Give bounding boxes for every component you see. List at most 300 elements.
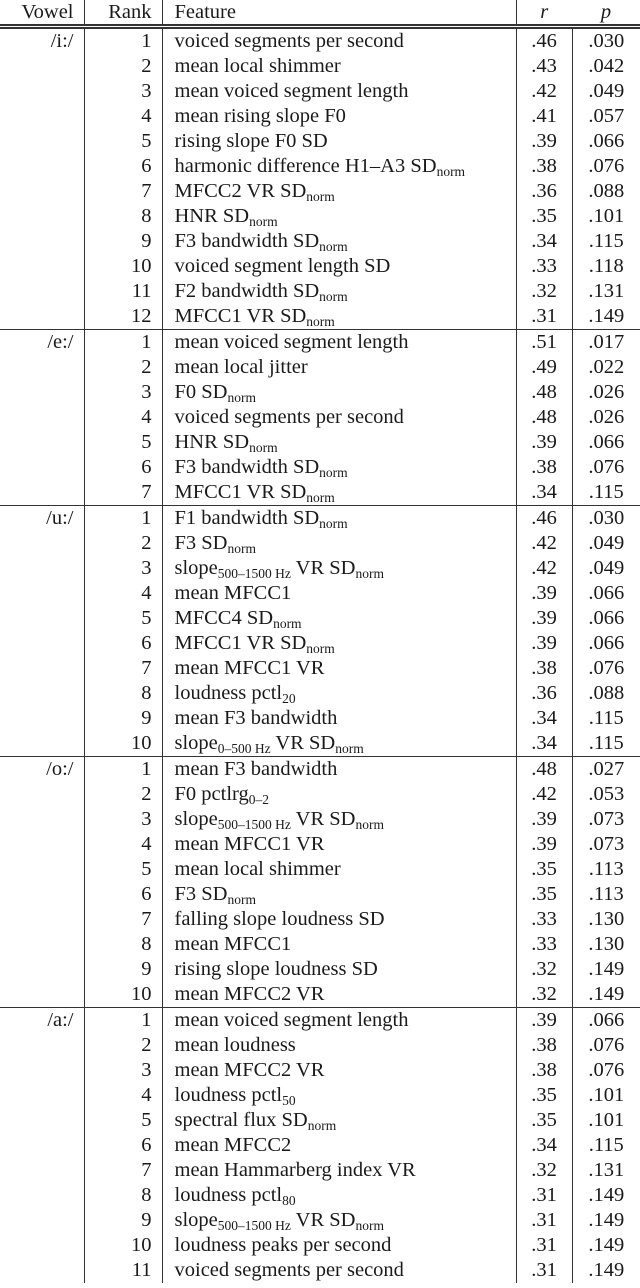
feature-subscript: 500–1500 Hz	[217, 566, 291, 581]
p-cell: .030	[588, 30, 625, 52]
p-cell: .115	[588, 1134, 624, 1156]
feature-subscript: 500–1500 Hz	[217, 1218, 291, 1233]
p-cell: .049	[588, 557, 625, 579]
r-cell: .36	[516, 681, 572, 706]
feature-cell	[162, 757, 516, 783]
vowel-cell: /i:/	[0, 27, 84, 55]
feature-subscript: norm	[307, 1118, 337, 1133]
r-cell: .42	[516, 531, 572, 556]
table-row	[0, 882, 640, 907]
feature-text: slope	[174, 732, 218, 754]
table-row	[0, 27, 640, 55]
feature-subscript-2: norm	[335, 741, 364, 756]
vowel-cell-empty	[0, 254, 84, 279]
feature-cell	[162, 556, 516, 581]
p-cell: .076	[588, 1059, 625, 1081]
r-cell: .32	[516, 1158, 572, 1183]
feature-cell	[162, 1258, 516, 1283]
p-cell: .115	[588, 732, 624, 754]
vowel-cell-empty	[0, 1108, 84, 1133]
vowel-cell-empty	[0, 455, 84, 480]
feature-text: MFCC1 VR SD	[174, 305, 307, 327]
p-cell: .066	[588, 431, 625, 453]
rank-cell: 7	[84, 656, 162, 681]
table-row	[0, 430, 640, 455]
p-cell: .149	[588, 1234, 625, 1256]
vowel-cell-empty	[0, 681, 84, 706]
feature-text: slope	[174, 557, 218, 579]
feature-cell	[162, 581, 516, 606]
rank-cell: 6	[84, 631, 162, 656]
feature-subscript: norm	[249, 440, 278, 455]
r-cell: .46	[516, 27, 572, 55]
feature-text: mean MFCC1 VR	[174, 657, 325, 679]
feature-cell	[162, 957, 516, 982]
p-cell: .101	[588, 1084, 625, 1106]
vowel-cell-empty	[0, 882, 84, 907]
feature-text: F2 bandwidth SD	[174, 280, 320, 302]
rank-cell: 6	[84, 154, 162, 179]
vowel-cell-empty	[0, 907, 84, 932]
vowel-cell-empty	[0, 480, 84, 506]
feature-cell	[162, 455, 516, 480]
table-header	[0, 0, 640, 27]
feature-subscript-2: norm	[355, 1218, 384, 1233]
feature-text: MFCC4 SD	[174, 607, 274, 629]
feature-subscript: norm	[436, 164, 466, 179]
table-row	[0, 681, 640, 706]
rank-cell: 5	[84, 1108, 162, 1133]
table-row	[0, 304, 640, 330]
feature-text: mean local shimmer	[174, 858, 341, 880]
table-row	[0, 757, 640, 783]
p-cell: .073	[588, 808, 625, 830]
r-cell: .38	[516, 154, 572, 179]
table-row	[0, 1233, 640, 1258]
feature-cell	[162, 229, 516, 254]
p-cell: .026	[588, 381, 625, 403]
p-cell: .149	[588, 1209, 625, 1231]
p-cell: .073	[588, 833, 625, 855]
rank-cell: 1	[84, 330, 162, 356]
r-cell: .38	[516, 455, 572, 480]
rank-cell: 4	[84, 581, 162, 606]
r-cell: .38	[516, 1033, 572, 1058]
feature-cell	[162, 731, 516, 757]
vowel-cell-empty	[0, 606, 84, 631]
table-row	[0, 957, 640, 982]
feature-cell	[162, 1158, 516, 1183]
feature-subscript: norm	[319, 289, 348, 304]
vowel-cell-empty	[0, 104, 84, 129]
feature-text: mean MFCC2 VR	[174, 1059, 325, 1081]
feature-subscript-2: norm	[355, 817, 384, 832]
feature-suffix: VR SD	[290, 1209, 356, 1231]
p-cell: .115	[588, 230, 624, 252]
table-row	[0, 1258, 640, 1283]
p-cell: .113	[588, 858, 624, 880]
feature-subscript: norm	[319, 465, 348, 480]
r-cell: .32	[516, 982, 572, 1008]
r-cell: .48	[516, 757, 572, 783]
r-cell: .39	[516, 807, 572, 832]
vowel-cell-empty	[0, 54, 84, 79]
feature-cell	[162, 656, 516, 681]
feature-text: F1 bandwidth SD	[174, 507, 320, 529]
feature-text: mean MFCC1 VR	[174, 833, 325, 855]
vowel-cell-empty	[0, 1033, 84, 1058]
r-cell: .33	[516, 254, 572, 279]
vowel-group	[0, 506, 640, 757]
feature-text: mean local shimmer	[174, 55, 341, 77]
r-cell: .51	[516, 330, 572, 356]
feature-text: HNR SD	[174, 431, 250, 453]
p-cell: .149	[588, 958, 625, 980]
rank-cell: 7	[84, 907, 162, 932]
feature-cell	[162, 54, 516, 79]
table-row	[0, 907, 640, 932]
feature-text: F0 pctlrg	[174, 783, 249, 805]
p-cell: .022	[588, 356, 625, 378]
feature-cell	[162, 1083, 516, 1108]
vowel-cell-empty	[0, 531, 84, 556]
table-row	[0, 1208, 640, 1233]
feature-text: mean voiced segment length	[174, 80, 409, 102]
feature-text: mean local jitter	[174, 356, 308, 378]
r-cell: .42	[516, 782, 572, 807]
p-cell: .066	[588, 632, 625, 654]
feature-subscript: norm	[319, 516, 348, 531]
feature-cell	[162, 606, 516, 631]
r-cell: .35	[516, 882, 572, 907]
feature-text: loudness peaks per second	[174, 1234, 392, 1256]
vowel-cell-empty	[0, 1233, 84, 1258]
p-cell: .066	[588, 1009, 625, 1031]
r-cell: .39	[516, 129, 572, 154]
feature-subscript: 50	[282, 1093, 296, 1108]
feature-cell	[162, 1033, 516, 1058]
vowel-cell-empty	[0, 581, 84, 606]
feature-text: rising slope F0 SD	[174, 130, 328, 152]
rank-cell: 11	[84, 1258, 162, 1283]
table-row	[0, 355, 640, 380]
feature-text: slope	[174, 1209, 218, 1231]
feature-text: F3 bandwidth SD	[174, 456, 320, 478]
feature-cell	[162, 380, 516, 405]
table-row	[0, 807, 640, 832]
rank-cell: 4	[84, 1083, 162, 1108]
table-row	[0, 982, 640, 1008]
vowel-group	[0, 27, 640, 330]
rank-cell: 5	[84, 129, 162, 154]
table-row	[0, 204, 640, 229]
r-cell: .34	[516, 229, 572, 254]
p-cell: .027	[588, 758, 625, 780]
feature-cell	[162, 129, 516, 154]
vowel-cell-empty	[0, 1258, 84, 1283]
rank-cell: 4	[84, 832, 162, 857]
feature-text: voiced segments per second	[174, 406, 404, 428]
feature-subscript-2: norm	[355, 566, 384, 581]
vowel-group	[0, 330, 640, 506]
vowel-cell-empty	[0, 706, 84, 731]
p-cell: .066	[588, 130, 625, 152]
vowel-cell: /u:/	[0, 506, 84, 532]
rank-cell: 3	[84, 1058, 162, 1083]
feature-cell	[162, 204, 516, 229]
vowel-cell-empty	[0, 1133, 84, 1158]
r-cell: .42	[516, 79, 572, 104]
table-row	[0, 1158, 640, 1183]
table-row	[0, 1133, 640, 1158]
p-cell: .131	[588, 280, 625, 302]
rank-cell: 3	[84, 556, 162, 581]
vowel-cell: /e:/	[0, 330, 84, 356]
r-cell: .41	[516, 104, 572, 129]
feature-cell	[162, 882, 516, 907]
vowel-cell-empty	[0, 932, 84, 957]
feature-cell	[162, 782, 516, 807]
feature-cell	[162, 405, 516, 430]
rank-cell: 9	[84, 1208, 162, 1233]
vowel-cell-empty	[0, 355, 84, 380]
r-cell: .31	[516, 1233, 572, 1258]
r-cell: .48	[516, 405, 572, 430]
feature-subscript: norm	[319, 239, 348, 254]
feature-cell	[162, 631, 516, 656]
p-cell: .076	[588, 1034, 625, 1056]
feature-cell	[162, 807, 516, 832]
p-cell: .149	[588, 983, 625, 1005]
r-cell: .32	[516, 957, 572, 982]
feature-text: HNR SD	[174, 205, 250, 227]
rank-cell: 4	[84, 405, 162, 430]
feature-suffix: VR SD	[290, 808, 356, 830]
feature-cell	[162, 430, 516, 455]
rank-cell: 2	[84, 54, 162, 79]
rank-cell: 1	[84, 757, 162, 783]
table-row	[0, 254, 640, 279]
table-row	[0, 330, 640, 356]
table-row	[0, 857, 640, 882]
r-cell: .35	[516, 1083, 572, 1108]
table-row	[0, 179, 640, 204]
r-cell: .35	[516, 857, 572, 882]
feature-cell	[162, 1208, 516, 1233]
r-cell: .33	[516, 907, 572, 932]
feature-cell	[162, 857, 516, 882]
r-cell: .39	[516, 832, 572, 857]
p-cell: .057	[588, 105, 625, 127]
r-cell: .43	[516, 54, 572, 79]
table-row	[0, 455, 640, 480]
feature-text: loudness pctl	[174, 682, 283, 704]
feature-text: F3 bandwidth SD	[174, 230, 320, 252]
feature-text: voiced segment length SD	[174, 255, 391, 277]
r-cell: .34	[516, 731, 572, 757]
vowel-cell-empty	[0, 179, 84, 204]
r-cell: .31	[516, 304, 572, 330]
rank-cell: 7	[84, 1158, 162, 1183]
feature-cell	[162, 1108, 516, 1133]
rank-cell: 9	[84, 229, 162, 254]
vowel-cell-empty	[0, 204, 84, 229]
feature-cell	[162, 279, 516, 304]
feature-text: rising slope loudness SD	[174, 958, 378, 980]
feature-suffix: VR SD	[290, 557, 356, 579]
p-cell: .131	[588, 1159, 625, 1181]
feature-text: mean voiced segment length	[174, 331, 409, 353]
r-cell: .49	[516, 355, 572, 380]
table-row	[0, 1008, 640, 1034]
feature-cell	[162, 480, 516, 506]
table-row	[0, 506, 640, 532]
rank-cell: 7	[84, 179, 162, 204]
feature-subscript: norm	[249, 214, 278, 229]
p-cell: .115	[588, 481, 624, 503]
rank-cell: 8	[84, 932, 162, 957]
feature-cell	[162, 531, 516, 556]
r-cell: .33	[516, 932, 572, 957]
p-cell: .130	[588, 933, 625, 955]
r-cell: .39	[516, 581, 572, 606]
p-cell: .066	[588, 607, 625, 629]
feature-text: loudness pctl	[174, 1084, 283, 1106]
vowel-cell-empty	[0, 430, 84, 455]
feature-text: mean loudness	[174, 1034, 296, 1056]
r-cell: .48	[516, 380, 572, 405]
feature-cell	[162, 27, 516, 55]
rank-cell: 3	[84, 79, 162, 104]
r-cell: .31	[516, 1258, 572, 1283]
vowel-cell-empty	[0, 154, 84, 179]
feature-subscript: norm	[227, 892, 256, 907]
p-cell: .042	[588, 55, 625, 77]
feature-text: mean MFCC2 VR	[174, 983, 325, 1005]
vowel-cell-empty	[0, 1158, 84, 1183]
vowel-cell-empty	[0, 229, 84, 254]
rank-cell: 1	[84, 1008, 162, 1034]
table-row	[0, 380, 640, 405]
r-cell: .31	[516, 1183, 572, 1208]
vowel-cell-empty	[0, 656, 84, 681]
vowel-cell-empty	[0, 832, 84, 857]
feature-cell	[162, 1183, 516, 1208]
feature-subscript: norm	[227, 390, 256, 405]
p-cell: .130	[588, 908, 625, 930]
vowel-cell-empty	[0, 405, 84, 430]
vowel-cell-empty	[0, 731, 84, 757]
feature-cell	[162, 832, 516, 857]
table-row	[0, 1058, 640, 1083]
feature-cell	[162, 1233, 516, 1258]
feature-subscript: 500–1500 Hz	[217, 817, 291, 832]
vowel-group	[0, 1008, 640, 1284]
p-cell: .030	[588, 507, 625, 529]
p-cell: .049	[588, 532, 625, 554]
rank-cell: 9	[84, 706, 162, 731]
table-row	[0, 129, 640, 154]
feature-text: mean MFCC2	[174, 1134, 292, 1156]
rank-cell: 2	[84, 531, 162, 556]
rank-cell: 8	[84, 204, 162, 229]
p-cell: .101	[588, 1109, 625, 1131]
r-cell: .38	[516, 1058, 572, 1083]
r-cell: .39	[516, 1008, 572, 1034]
table-row	[0, 531, 640, 556]
vowel-cell-empty	[0, 1058, 84, 1083]
rank-cell: 8	[84, 1183, 162, 1208]
feature-text: MFCC2 VR SD	[174, 180, 307, 202]
p-cell: .066	[588, 582, 625, 604]
feature-text: mean voiced segment length	[174, 1009, 409, 1031]
table-row	[0, 606, 640, 631]
feature-text: mean F3 bandwidth	[174, 758, 338, 780]
r-cell: .42	[516, 556, 572, 581]
header-vowel: Vowel	[0, 0, 84, 27]
vowel-cell: /o:/	[0, 757, 84, 783]
vowel-cell-empty	[0, 982, 84, 1008]
vowel-cell-empty	[0, 556, 84, 581]
p-cell: .076	[588, 456, 625, 478]
header-row	[0, 0, 640, 27]
table-row	[0, 1083, 640, 1108]
rank-cell: 10	[84, 731, 162, 757]
rank-cell: 6	[84, 455, 162, 480]
p-cell: .113	[588, 883, 624, 905]
rank-cell: 2	[84, 355, 162, 380]
table-row	[0, 932, 640, 957]
table-row	[0, 279, 640, 304]
p-cell: .101	[588, 205, 625, 227]
feature-text: loudness pctl	[174, 1184, 283, 1206]
feature-suffix: VR SD	[270, 732, 336, 754]
rank-cell: 2	[84, 782, 162, 807]
r-cell: .39	[516, 606, 572, 631]
feature-cell	[162, 506, 516, 532]
table-row	[0, 1108, 640, 1133]
feature-text: MFCC1 VR SD	[174, 481, 307, 503]
vowel-group	[0, 757, 640, 1008]
vowel-cell-empty	[0, 1183, 84, 1208]
feature-subscript: norm	[227, 541, 256, 556]
table-row	[0, 405, 640, 430]
feature-text: harmonic difference H1–A3 SD	[174, 155, 437, 177]
vowel-cell-empty	[0, 857, 84, 882]
feature-subscript: norm	[306, 189, 335, 204]
feature-subscript: norm	[306, 641, 335, 656]
feature-cell	[162, 254, 516, 279]
feature-cell	[162, 330, 516, 356]
feature-cell	[162, 304, 516, 330]
feature-text: MFCC1 VR SD	[174, 632, 307, 654]
feature-text: mean rising slope F0	[174, 105, 346, 127]
p-cell: .115	[588, 707, 624, 729]
p-cell: .149	[588, 1259, 625, 1281]
feature-text: F0 SD	[174, 381, 228, 403]
feature-cell	[162, 154, 516, 179]
feature-cell	[162, 932, 516, 957]
rank-cell: 10	[84, 1233, 162, 1258]
r-cell: .34	[516, 706, 572, 731]
rank-cell: 11	[84, 279, 162, 304]
rank-cell: 8	[84, 681, 162, 706]
feature-subscript: norm	[306, 314, 335, 329]
feature-cell	[162, 355, 516, 380]
rank-cell: 10	[84, 254, 162, 279]
table-row	[0, 79, 640, 104]
r-cell: .39	[516, 631, 572, 656]
